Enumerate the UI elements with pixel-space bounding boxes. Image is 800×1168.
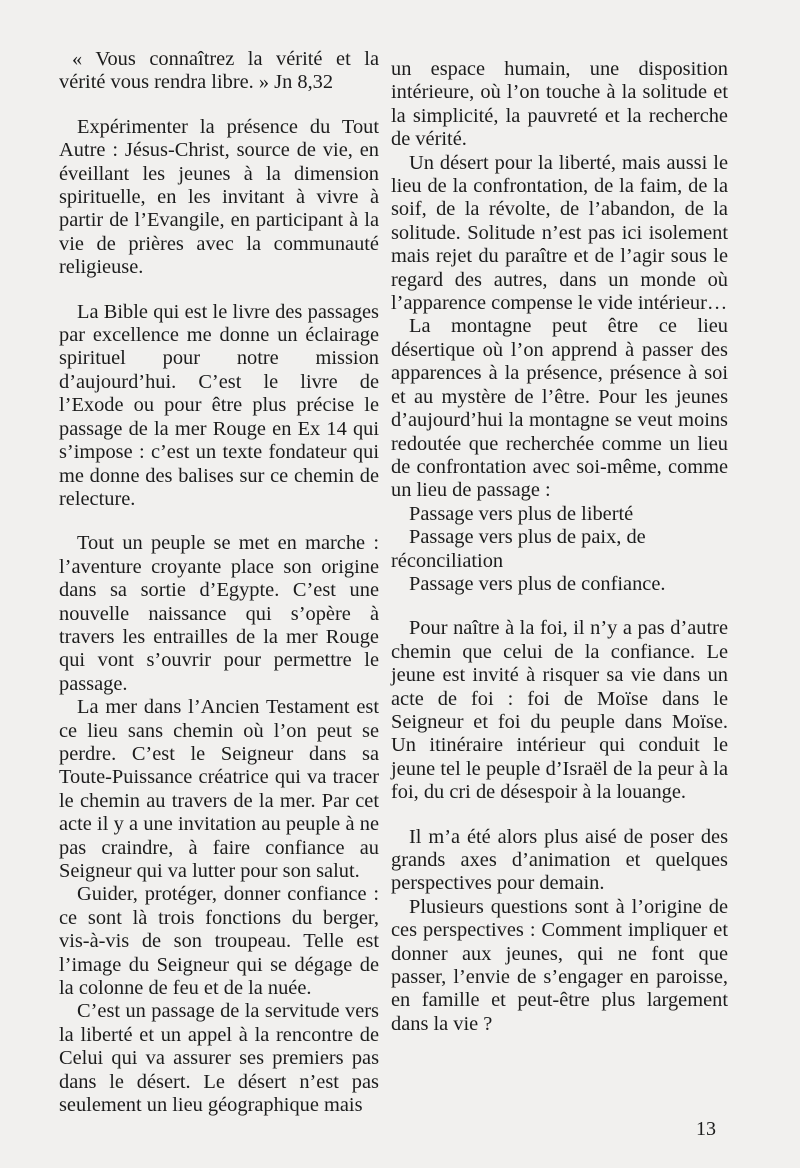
paragraph-sea: La mer dans l’Ancien Testament est ce lieu sans chemin où l’on peut se perdre. C’est le Seigneur dans sa Toute-Puissance créatrice qui va tracer le chemin au travers de la mer. Par cet acte il y a une invitation au peuple à ne pas craindre, à faire confiance au Seigneur qui va lutter pour son salut. [59,696,379,882]
paragraph-desert: Un désert pour la liberté, mais aussi le lieu de la confrontation, de la faim, de la soif, de la révolte, de l’abandon, de la solitude. Solitude n’est pas ici isolement mais rejet du paraître et de l’agir sous le regard des autres, dans un monde où l’apparence compense le vide intérieur… [391,151,728,315]
paragraph-presence: Expérimenter la présence du Tout Autre : Jésus-Christ, source de vie, en éveillant les jeunes à la dimension spirituelle, en les invitant à vivre à partir de l’Evangile, en participant à la vie de prières avec la communauté religieuse. [59,115,379,279]
passage-trust: Passage vers plus de confiance. [409,572,666,595]
paragraph-people-marching: Tout un peuple se met en marche : l’aventure croyante place son origine dans sa sortie d’Egypte. C’est une nouvelle naissance qui s’opère à travers les entrailles de la mer Rouge qui vont s’ouvrir pour permettre le passage. [59,532,379,695]
paragraph-mountain: La montagne peut être ce lieu désertique où l’on apprend à passer des apparences à la présence, présence à soi et au mystère de l’être. Pour les jeunes d’aujourd’hui la montagne se veut moins redoutée que recherchée comme un lieu de confrontation avec soi-même, comme un lieu de passage : [391,315,728,502]
left-text-column [59,48,379,1117]
page-number: 13 [696,1118,716,1140]
paragraph-questions: Plusieurs questions sont à l’origine de ces perspectives : Comment impliquer et donner aux jeunes, qui ne font que passer, l’envie de s’engager en paroisse, en famille et peut-être plus largement dans la vie ? [391,895,728,1035]
paragraph-shepherd: Guider, protéger, donner confiance : ce sont là trois fonctions du berger, vis-à-vis de son troupeau. Telle est l’image du Seigneur qui se dégage de la colonne de feu et de la nuée. [59,883,379,1000]
paragraph-servitude: C’est un passage de la servitude vers la liberté et un appel à la rencontre de Celui qui va assurer ses premiers pas dans le désert. Le désert n’est pas seulement un lieu géographique mais [59,1000,379,1117]
passage-freedom: Passage vers plus de liberté [409,502,634,525]
paragraph-human-space: un espace humain, une disposition intérieure, où l’on touche à la solitude et la simplicité, la pauvreté et la recherche de vérité. [391,58,728,151]
passage-peace: Passage vers plus de paix, de réconciliation [391,526,646,572]
paragraph-bible: La Bible qui est le livre des passages par excellence me donne un éclairage spirituel pour notre mission d’aujourd’hui. C’est le livre de l’Exode ou pour être plus précise le passage de la mer Rouge en Ex 14 qui s’impose : c’est un texte fondateur qui me donne des balises sur ce chemin de relecture. [59,300,379,510]
paragraph-faith: Pour naître à la foi, il n’y a pas d’autre chemin que celui de la confiance. Le jeune est invité à risquer sa vie dans un acte de foi : foi de Moïse dans le Seigneur et foi du peuple dans Moïse. Un itinéraire intérieur qui conduit le jeune tel le peuple d’Israël de la peur à la foi, du cri de désespoir à la louange. [391,617,728,804]
right-text-column [391,58,728,1036]
scripture-quote: « Vous connaîtrez la vérité et la vérité vous rendra libre. » Jn 8,32 [59,48,379,94]
paragraph-animation: Il m’a été alors plus aisé de poser des grands axes d’animation et quelques perspectives pour demain. [391,825,728,895]
